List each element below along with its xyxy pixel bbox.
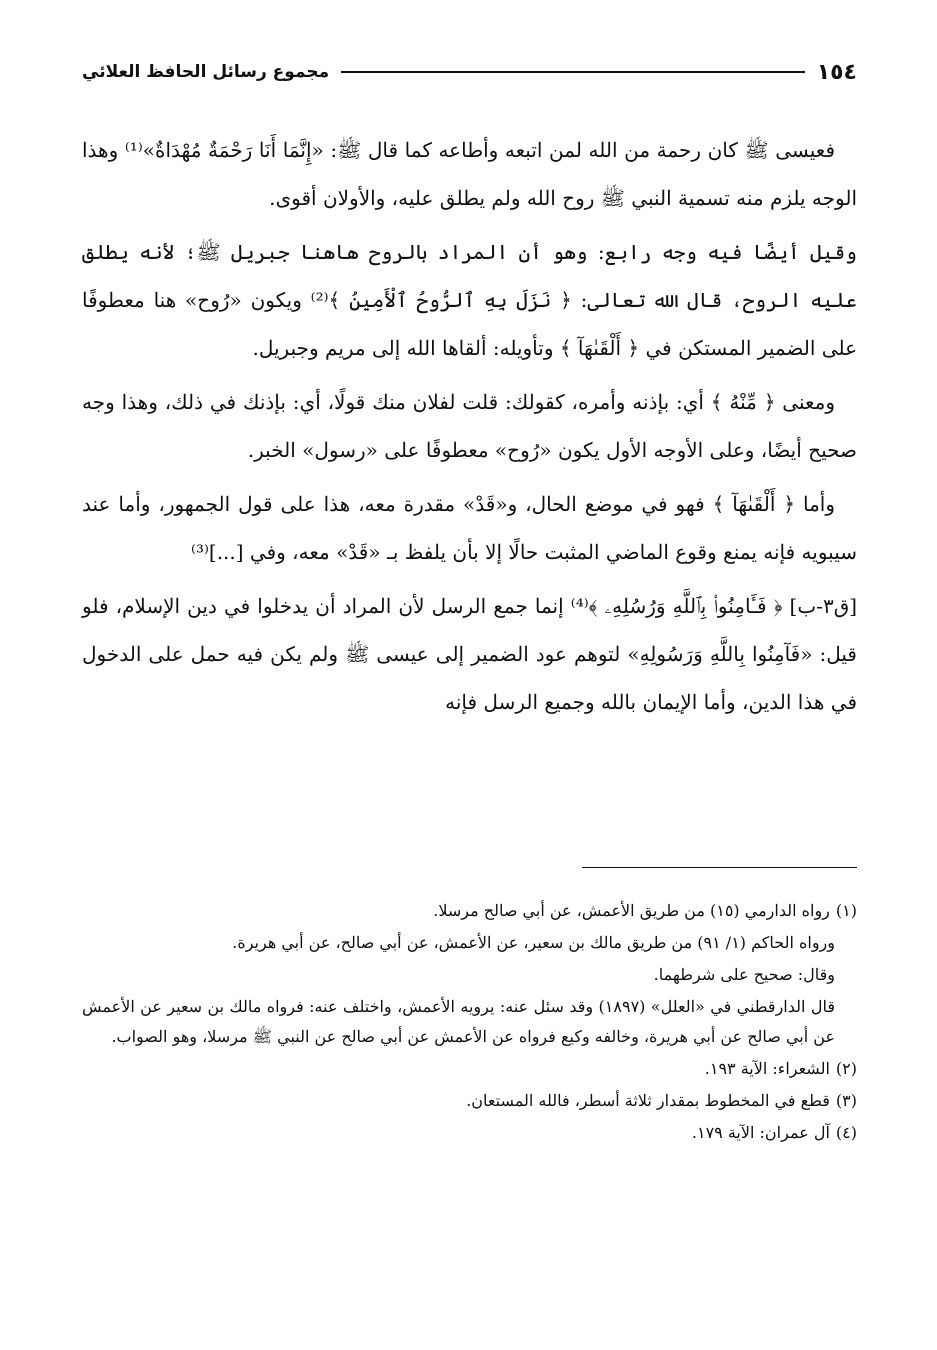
footnote [82,1118,857,1148]
footnote-text: قطع في المخطوط بمقدار ثلاثة أسطر، فالله المستعان. [466,1091,830,1110]
footnote-number: (٢) [835,1059,857,1078]
paragraph: وأما ﴿ أَلْقَىٰهَآ ﴾ فهو في موضع الحال، و«قَدْ» مقدرة معه، هذا على قول الجمهور، وأما عند سيبويه فإنه يمنع وقوع الماضي المثبت حالًا إلا بأن يلفظ بـ «قَدْ» معه، وفي [...]⁽³⁾ [82,492,857,564]
footnote [82,992,857,1052]
footnote [82,1054,857,1084]
footnote-text: قال الدارقطني في «العلل» (١٨٩٧) وقد سئل عنه: يرويه الأعمش، واختلف عنه: فرواه مالك بن سعير عن الأعمش عن أبي صالح عن أبي هريرة، وخالفه وكيع فرواه عن الأعمش عن أبي صالح عن النبي ﷺ مرسلا، وهو الصواب. [82,997,836,1046]
footnote-text: ورواه الحاكم (١/ ٩١) من طريق مالك بن سعير، عن الأعمش، عن أبي صالح، عن أبي هريرة. [232,933,835,952]
page-number: ١٥٤ [816,59,857,85]
book-title: مجموع رسائل الحافظ العلائي [82,62,330,82]
footnote-text: رواه الدارمي (١٥) من طريق الأعمش، عن أبي صالح مرسلا. [433,901,830,920]
paragraph: [ق٣-ب] ﴿ فَـَٔامِنُوا۟ بِٱللَّهِ وَرُسُلِهِۦ ﴾⁽⁴⁾ إنما جمع الرسل لأن المراد أن يدخلوا في دين الإسلام، فلو قيل: «فَآمِنُوا بِاللَّهِ وَرَسُولِهِ» لتوهم عود الضمير إلى عيسى ﷺ ولم يكن فيه حمل على الدخول في هذا الدين، وأما الإيمان بالله وجميع الرسل فإنه [82,594,858,714]
footnote-number: (١) [835,901,857,920]
footnote [82,1086,857,1116]
running-header [82,52,857,92]
header-rule [341,71,805,73]
footnotes [82,896,857,1150]
paragraph: وقيل أيضًا فيه وجه رابع: وهو أن المراد بالروح هاهنا جبريل ﷺ؛ لأنه يطلق عليه الروح، قال الله تعالى: ﴿ نَزَلَ بِهِ ٱلرُّوحُ ٱلْأَمِينُ ﴾⁽²⁾ ويكون «رُوح» هنا معطوفًا على الضمير المستكن في ﴿ أَلْقَىٰهَآ ﴾ وتأويله: ألقاها الله إلى مريم وجبريل. [82,240,857,360]
book-page [82,52,857,1302]
footnote-number: (٤) [835,1123,857,1142]
paragraph: فعيسى ﷺ كان رحمة من الله لمن اتبعه وأطاعه كما قال ﷺ: «إِنَّمَا أَنَا رَحْمَةٌ مُهْدَاةٌ»⁽¹⁾ وهذا الوجه يلزم منه تسمية النبي ﷺ روح الله ولم يطلق عليه، والأولان أقوى. [82,138,857,210]
main-text [82,126,857,732]
footnote-text: آل عمران: الآية ١٧٩. [691,1123,830,1142]
footnote-text: وقال: صحيح على شرطهما. [653,965,835,984]
footnote [82,960,857,990]
paragraph: ومعنى ﴿ مِّنْهُ ﴾ أي: بإذنه وأمره، كقولك: قلت لفلان منك قولًا، أي: بإذنك في ذلك، وهذا وجه صحيح أيضًا، وعلى الأوجه الأول يكون «رُوح» معطوفًا على «رسول» الخبر. [82,390,857,462]
footnote-text: الشعراء: الآية ١٩٣. [704,1059,830,1078]
footnote [82,928,857,958]
footnote-number: (٣) [835,1091,857,1110]
footnote [82,896,857,926]
footnote-separator [582,867,857,868]
